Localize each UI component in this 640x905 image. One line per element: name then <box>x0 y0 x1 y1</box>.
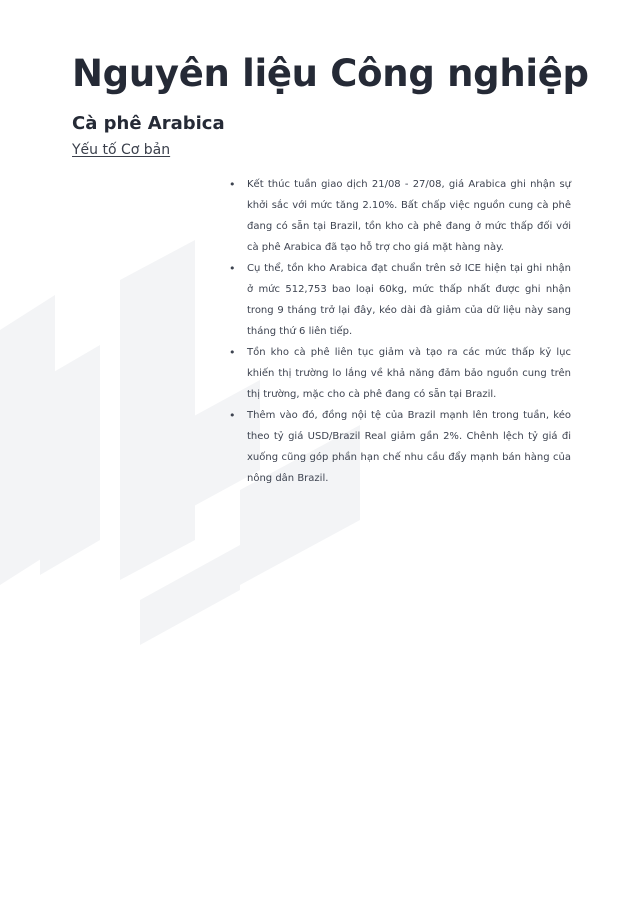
bullet-item: • Tồn kho cà phê liên tục giảm và tạo ra các mức thấp kỷ lục khiến thị trường lo lắng về khả năng đảm bảo nguồn cung trên thị trường, mặc cho cà phê đang có sẵn tại Brazil. <box>229 342 571 405</box>
bullet-item: • Cụ thể, tồn kho Arabica đạt chuẩn trên sở ICE hiện tại ghi nhận ở mức 512,753 bao loại 60kg, mức thấp nhất được ghi nhận trong 9 tháng trở lại đây, kéo dài đà giảm của dữ liệu này sang tháng thứ 6 liên tiếp. <box>229 258 571 342</box>
page-subtitle: Cà phê Arabica <box>72 113 225 134</box>
bullet-list <box>229 174 571 489</box>
section-link[interactable]: Yếu tố Cơ bản <box>72 142 171 158</box>
bullet-item: • Thêm vào đó, đồng nội tệ của Brazil mạnh lên trong tuần, kéo theo tỷ giá USD/Brazil Real giảm gần 2%. Chênh lệch tỷ giá đi xuống cũng góp phần hạn chế nhu cầu đẩy mạnh bán hàng của nông dân Brazil. <box>229 405 571 489</box>
page-title: Nguyên liệu Công nghiệp <box>72 52 589 95</box>
bullet-item: • Kết thúc tuần giao dịch 21/08 - 27/08, giá Arabica ghi nhận sự khởi sắc với mức tăng 2.10%. Bất chấp việc nguồn cung cà phê đang có sẵn tại Brazil, tồn kho cà phê đang ở mức thấp đối với cà phê Arabica đã tạo hỗ trợ cho giá mặt hàng này. <box>229 174 571 258</box>
